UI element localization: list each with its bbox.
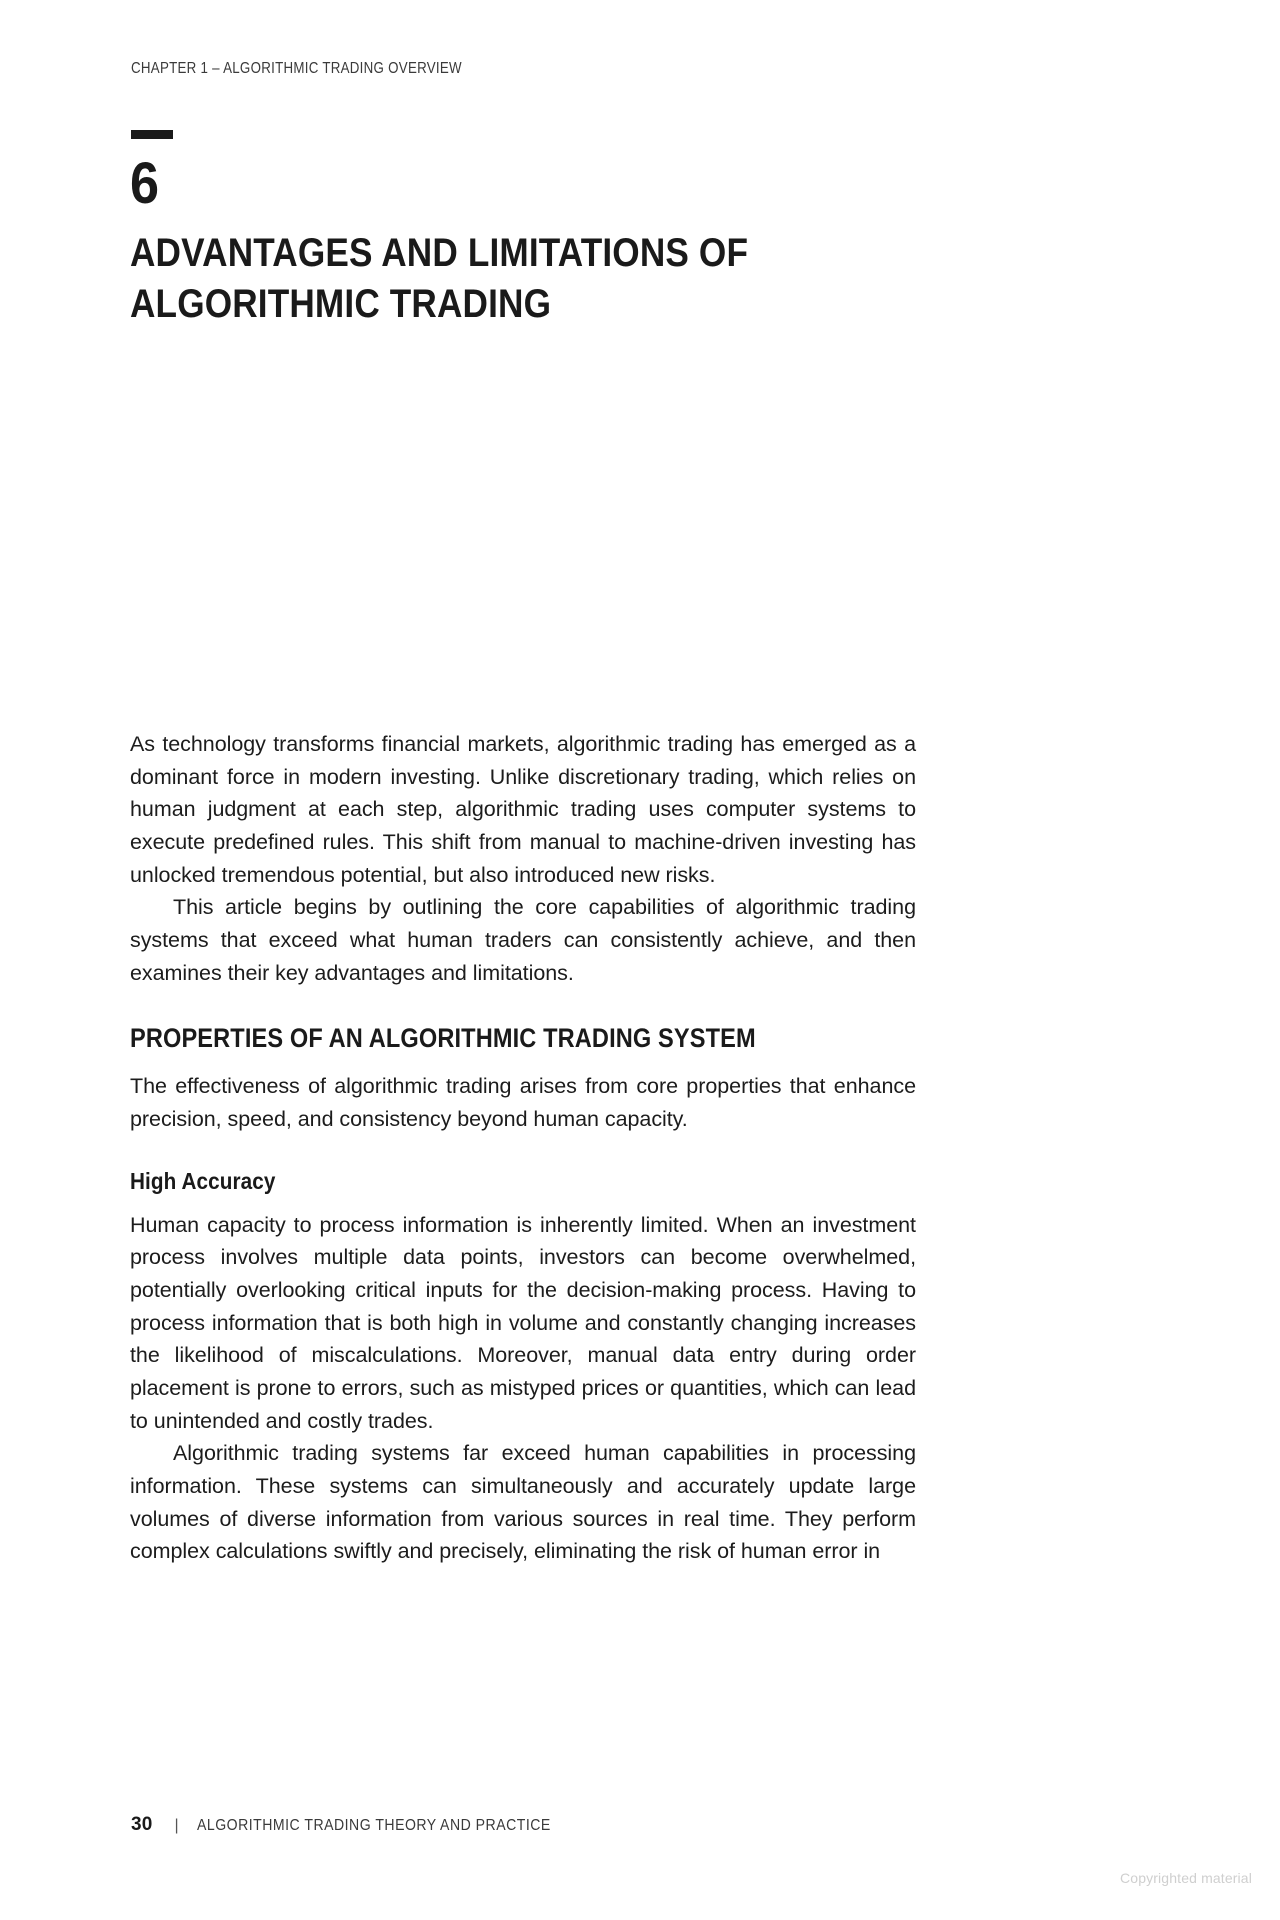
- chapter-rule-mark: [131, 130, 173, 139]
- footer-separator: |: [174, 1817, 179, 1834]
- intro-paragraph-1: As technology transforms financial markets, algorithmic trading has emerged as a dominant force in modern investing. Unlike discretionary trading, which relies on human judgment at each step, algorithmic trading uses computer systems to execute predefined rules. This shift from manual to machine-driven investing has unlocked tremendous potential, but also introduced new risks.: [130, 732, 916, 887]
- chapter-number: 6: [130, 151, 159, 216]
- footer-book-title: ALGORITHMIC TRADING THEORY AND PRACTICE: [196, 1817, 551, 1834]
- running-head: CHAPTER 1 – ALGORITHMIC TRADING OVERVIEW: [131, 60, 462, 77]
- accuracy-paragraph-2: Algorithmic trading systems far exceed human capabilities in processing information. These systems can simultaneously and accurately update large volumes of diverse information from various sources in real time. They perform complex calculations swiftly and precisely, eliminating the risk of human error in: [130, 1441, 916, 1564]
- footer-page-number: 30: [131, 1814, 153, 1835]
- chapter-title-line-1: ADVANTAGES AND LIMITATIONS OF: [130, 231, 749, 275]
- chapter-title: [130, 228, 852, 330]
- copyright-watermark: Copyrighted material: [1120, 1870, 1252, 1886]
- page-content: [130, 728, 916, 1568]
- page-footer: [131, 1814, 599, 1836]
- accuracy-paragraph-1: Human capacity to process information is inherently limited. When an investment process involves multiple data points, investors can become overwhelmed, potentially overlooking critical inputs for the decision-making process. Having to process information that is both high in volume and constantly changing increases the likelihood of miscalculations. Moreover, manual data entry during order placement is prone to errors, such as mistyped prices or quantities, which can lead to unintended and costly trades.: [130, 1212, 916, 1433]
- sub-heading-high-accuracy: High Accuracy: [130, 1167, 276, 1194]
- intro-paragraph-2: This article begins by outlining the core capabilities of algorithmic trading systems that exceed what human traders can consistently achieve, and then examines their key advantages and limitations.: [130, 895, 916, 985]
- section-paragraph-1: The effectiveness of algorithmic trading arises from core properties that enhance precision, speed, and consistency beyond human capacity.: [130, 1074, 916, 1132]
- chapter-title-line-2: ALGORITHMIC TRADING: [130, 282, 552, 327]
- section-heading-properties: PROPERTIES OF AN ALGORITHMIC TRADING SYSTEM: [130, 1023, 756, 1054]
